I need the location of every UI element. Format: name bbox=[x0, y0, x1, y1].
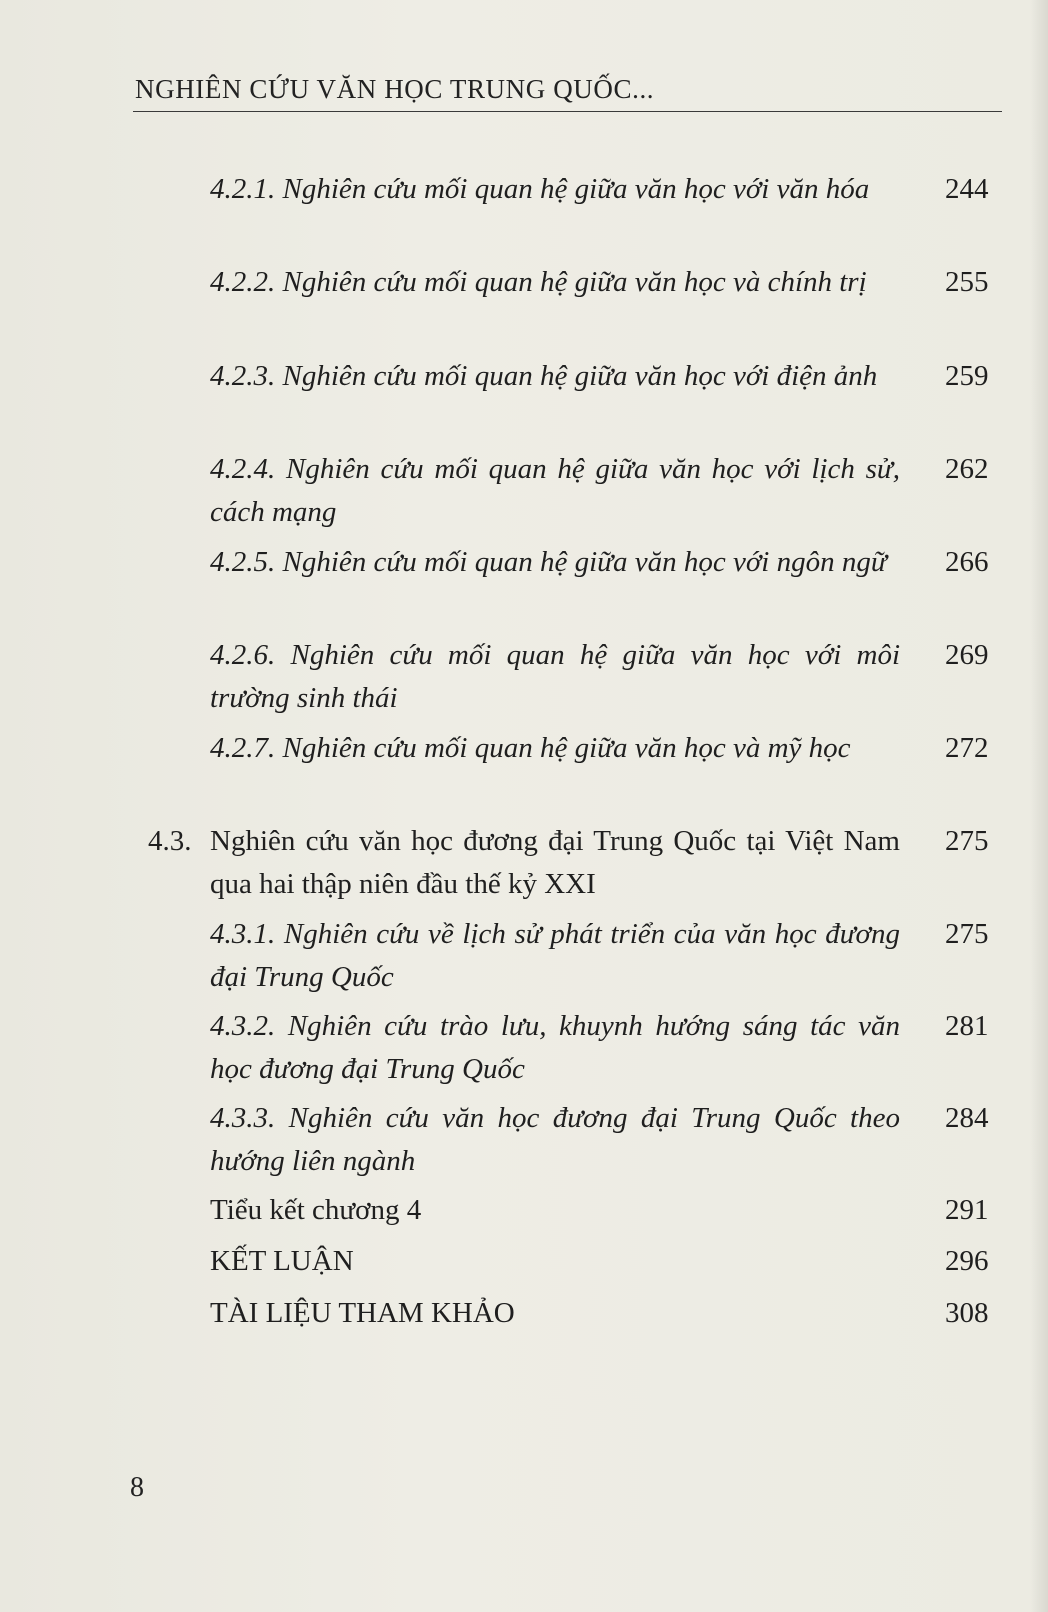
toc-entry-page: 281 bbox=[945, 1010, 989, 1042]
toc-entry-title: 4.2.7. Nghiên cứu mối quan hệ giữa văn học và mỹ học bbox=[210, 732, 851, 764]
toc-entry-page: 284 bbox=[945, 1102, 989, 1134]
toc-entry-title: KẾT LUẬN bbox=[210, 1245, 354, 1277]
toc-entry-title: 4.2.5. Nghiên cứu mối quan hệ giữa văn học với ngôn ngữ bbox=[210, 546, 887, 578]
toc-entry-page: 269 bbox=[945, 639, 989, 671]
toc-entry-title: 4.3.1. Nghiên cứu về lịch sử phát triển của văn học đương đại Trung Quốc bbox=[210, 918, 900, 993]
toc-entry-page: 275 bbox=[945, 825, 989, 857]
toc-entry-title: 4.2.6. Nghiên cứu mối quan hệ giữa văn học với môi trường sinh thái bbox=[210, 639, 900, 714]
toc-entry-page: 262 bbox=[945, 453, 989, 485]
toc-entry-title: 4.2.4. Nghiên cứu mối quan hệ giữa văn học với lịch sử, cách mạng bbox=[210, 453, 900, 528]
toc-entry-page: 291 bbox=[945, 1194, 989, 1226]
running-header: NGHIÊN CỨU VĂN HỌC TRUNG QUỐC... bbox=[135, 74, 655, 104]
header-rule bbox=[133, 111, 1002, 112]
toc-entry-page: 272 bbox=[945, 732, 989, 764]
toc-entry-number: 4.3. bbox=[148, 825, 192, 857]
toc-entry-page: 244 bbox=[945, 173, 989, 205]
toc-entry-title: 4.2.3. Nghiên cứu mối quan hệ giữa văn học với điện ảnh bbox=[210, 360, 878, 392]
toc-entry-title: 4.2.1. Nghiên cứu mối quan hệ giữa văn học với văn hóa bbox=[210, 173, 870, 205]
toc-entry-page: 296 bbox=[945, 1245, 989, 1277]
toc-entry-page: 308 bbox=[945, 1297, 989, 1329]
toc-entry-page: 259 bbox=[945, 360, 989, 392]
toc-entry-title: 4.2.2. Nghiên cứu mối quan hệ giữa văn học và chính trị bbox=[210, 266, 867, 298]
toc-entry-title: Tiểu kết chương 4 bbox=[210, 1194, 422, 1226]
toc-entry-page: 275 bbox=[945, 918, 989, 950]
toc-entry-title: TÀI LIỆU THAM KHẢO bbox=[210, 1297, 515, 1329]
page-edge-shadow bbox=[1030, 0, 1048, 1612]
page-number: 8 bbox=[130, 1472, 144, 1503]
toc-entry-page: 266 bbox=[945, 546, 989, 578]
toc-entry-title: Nghiên cứu văn học đương đại Trung Quốc tại Việt Nam qua hai thập niên đầu thế kỷ XXI bbox=[210, 825, 900, 900]
toc-entry-title: 4.3.2. Nghiên cứu trào lưu, khuynh hướng sáng tác văn học đương đại Trung Quốc bbox=[210, 1010, 900, 1085]
toc-entry-title: 4.3.3. Nghiên cứu văn học đương đại Trung Quốc theo hướng liên ngành bbox=[210, 1102, 900, 1177]
toc-entry-page: 255 bbox=[945, 266, 989, 298]
